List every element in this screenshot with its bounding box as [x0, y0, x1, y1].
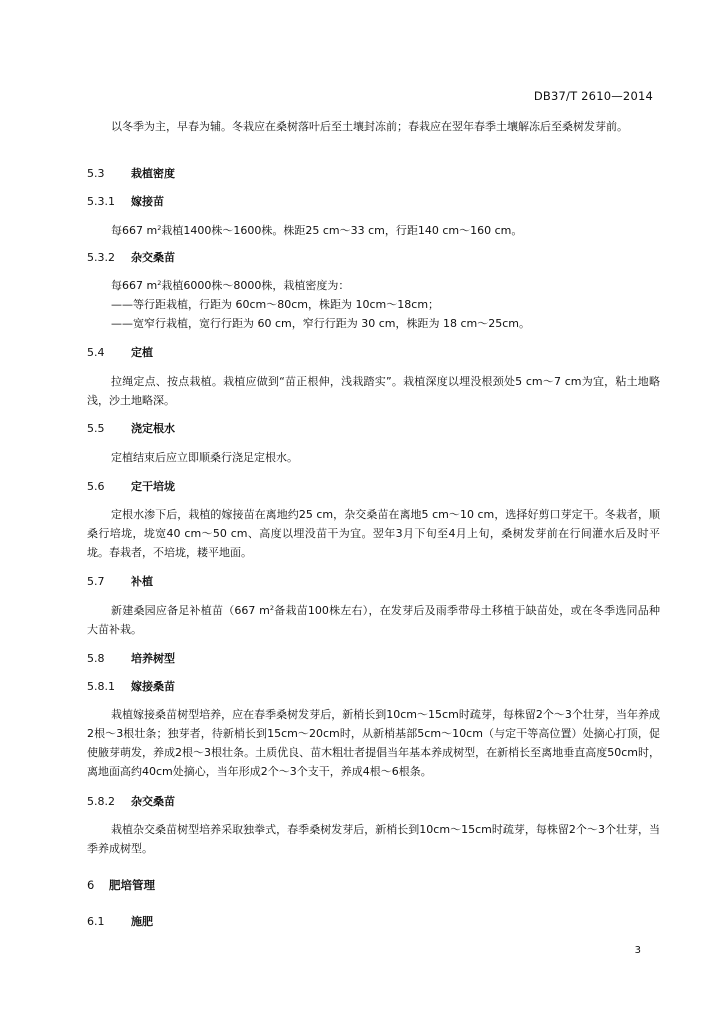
heading-title: 定干培垅 — [131, 480, 175, 493]
paragraph-text: 定植结束后应立即顺桑行浇足定根水。 — [111, 451, 298, 464]
paragraph-5-7 — [87, 601, 660, 639]
heading-number: 6 — [87, 878, 95, 892]
list-item: ——宽窄行栽植，宽行行距为 60 cm，窄行行距为 30 cm，株距为 18 cm～25cm。 — [111, 317, 531, 330]
paragraph-text: 定根水渗下后，栽植的嫁接苗在离地约25 cm，杂交桑苗在离地5 cm～10 cm，选择好剪口芽定干。冬栽者，顺桑行培垅，垅宽40 cm～50 cm、高度以埋没苗干为宜。翌年3月下旬至4月上旬，桑树发芽前在行间灌水后及时平垅。春栽者，不培垅，耧平地面。 — [87, 508, 660, 559]
heading-title: 培养树型 — [131, 652, 175, 665]
paragraph-5-6 — [87, 505, 660, 562]
heading-title: 杂交桑苗 — [131, 795, 175, 808]
text-span: 新建桑园应备足补植苗（667 m — [111, 604, 270, 617]
heading-title: 嫁接苗 — [131, 195, 164, 208]
heading-title: 定植 — [131, 346, 153, 359]
heading-5-8 — [87, 651, 660, 667]
paragraph-5-4 — [87, 372, 660, 410]
paragraph-text: 栽植杂交桑苗树型培养采取独拳式，春季桑树发芽后，新梢长到10cm～15cm时疏芽，每株留2个～3个壮芽，当季养成树型。 — [87, 823, 660, 855]
heading-number: 5.3 — [87, 167, 105, 180]
paragraph-intro — [87, 117, 660, 136]
page-number: 3 — [634, 945, 641, 956]
heading-number: 5.6 — [87, 480, 105, 493]
paragraph-5-8-1 — [87, 705, 660, 781]
heading-5-3-1 — [87, 194, 660, 210]
superscript: 2 — [157, 224, 162, 232]
heading-number: 5.4 — [87, 346, 105, 359]
heading-title: 杂交桑苗 — [131, 251, 175, 264]
heading-title: 补植 — [131, 575, 153, 588]
heading-5-8-1 — [87, 679, 660, 695]
list-item: ——等行距栽植，行距为 60cm～80cm，株距为 10cm～18cm； — [111, 298, 440, 311]
text-span: 每667 m — [111, 279, 158, 292]
heading-number: 5.8 — [87, 652, 105, 665]
paragraph-5-3-1 — [87, 221, 660, 240]
heading-5-8-2 — [87, 794, 660, 810]
heading-5-4 — [87, 345, 660, 361]
heading-number: 5.7 — [87, 575, 105, 588]
paragraph-text: 以冬季为主，早春为辅。冬栽应在桑树落叶后至土壤封冻前；春栽应在翌年春季土壤解冻后至桑树发芽前。 — [111, 120, 628, 133]
heading-6 — [87, 877, 660, 893]
text-span: 备栽苗100株左右），在发芽后及雨季带母土移植于缺苗处，或在冬季选同品种大苗补栽。 — [87, 604, 660, 636]
heading-5-5 — [87, 421, 660, 437]
heading-5-6 — [87, 479, 660, 495]
heading-number: 5.5 — [87, 422, 105, 435]
heading-number: 6.1 — [87, 915, 105, 928]
paragraph-text: 拉绳定点、按点栽植。栽植应做到“苗正根伸，浅栽踏实”。栽植深度以埋没根颈处5 cm～7 cm为宜，粘土地略浅，沙土地略深。 — [87, 375, 660, 407]
heading-5-3-2 — [87, 250, 660, 266]
heading-title: 嫁接桑苗 — [131, 680, 175, 693]
paragraph-text: 栽植嫁接桑苗树型培养，应在春季桑树发芽后，新梢长到10cm～15cm时疏芽，每株留2个～3个壮芽，当年养成2根～3根壮条；独芽者，待新梢长到15cm～20cm时，从新梢基部5cm～10cm（与定干等高位置）处摘心打顶，促使腋芽萌发，养成2根～3根壮条。土质优良、苗木粗壮者提倡当年基本养成树型，在新梢长至离地垂直高度50cm时，离地面高约40cm处摘心，当年形成2个～3个支干，养成4根～6根条。 — [87, 708, 660, 778]
heading-number: 5.3.2 — [87, 251, 115, 264]
heading-number: 5.8.2 — [87, 795, 115, 808]
heading-6-1 — [87, 914, 660, 930]
text-span: 每667 m — [111, 224, 158, 237]
heading-title: 浇定根水 — [131, 422, 175, 435]
heading-5-3 — [87, 166, 660, 182]
heading-title: 施肥 — [131, 915, 153, 928]
superscript: 2 — [157, 279, 162, 287]
heading-title: 肥培管理 — [109, 878, 155, 892]
paragraph-5-3-2 — [87, 276, 660, 333]
text-span: 栽植1400株～1600株。株距25 cm～33 cm，行距140 cm～160 cm。 — [161, 224, 523, 237]
heading-number: 5.3.1 — [87, 195, 115, 208]
document-code: DB37/T 2610—2014 — [533, 89, 653, 103]
text-span: 栽植6000株～8000株，栽植密度为： — [161, 279, 350, 292]
heading-title: 栽植密度 — [131, 167, 175, 180]
heading-5-7 — [87, 574, 660, 590]
heading-number: 5.8.1 — [87, 680, 115, 693]
paragraph-5-5 — [87, 448, 660, 467]
superscript: 2 — [269, 604, 274, 612]
paragraph-5-8-2 — [87, 820, 660, 858]
